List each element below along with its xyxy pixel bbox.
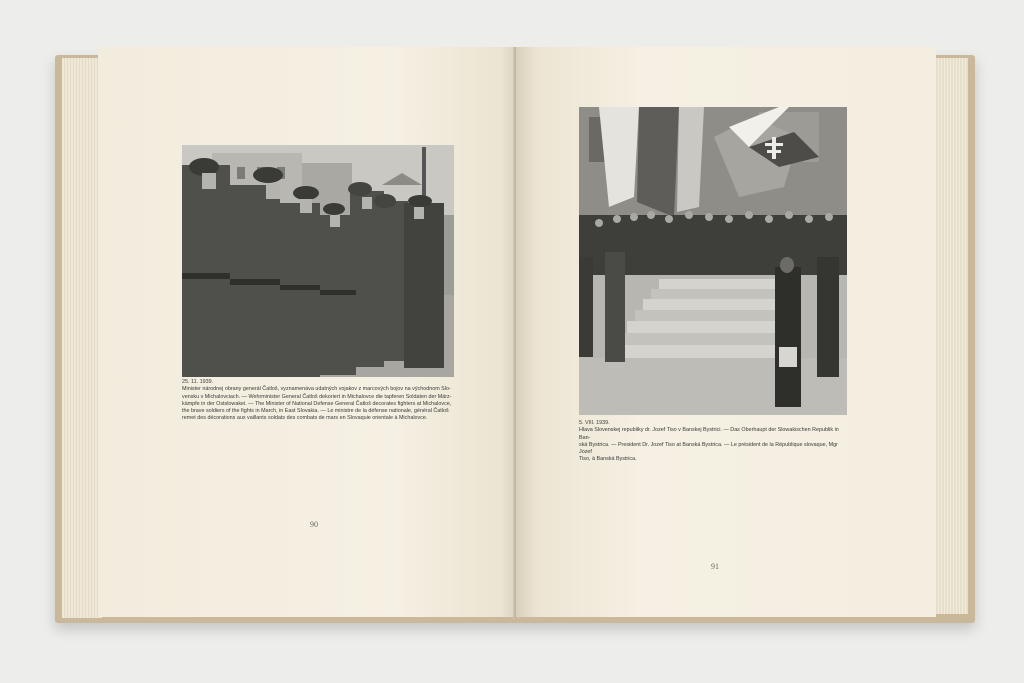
- page-number: 91: [711, 562, 719, 571]
- caption-line: ská Bystrica. — President Dr. Jozef Tiso at Banská Bystrica. — Le président de la République slovaque, Mgr Jozef: [579, 441, 838, 456]
- caption-line: vensku v Michalovciach. — Wehrminister General Čatloš dekoriert in Michalovce die tapferen Soldaten der März-: [182, 393, 452, 400]
- caption-line: Minister národnej obrany generál Čatloš, vyznamenáva udatných vojakov z marcových bojov na východnom Slo-: [182, 386, 451, 393]
- ceremony-photo: [579, 107, 847, 415]
- right-photo-caption: [579, 420, 851, 464]
- caption-date: 5. VIII. 1939.: [579, 420, 610, 426]
- caption-date: 25. 11. 1939.: [182, 379, 214, 385]
- right-page: [516, 47, 936, 617]
- caption-line: kämpfe in der Ostslowakei. — The Minister of National Defense General Čatloš decorates fighters at Michalovce,: [182, 400, 452, 407]
- page-edges-left: [62, 58, 102, 618]
- soldiers-photo: [182, 145, 454, 377]
- left-page: [98, 47, 518, 617]
- caption-line: Hlava Slovenskej republiky dr. Jozef Tiso v Banskej Bystrici. — Das Oberhaupt der Slowakischen Republik in Ban-: [579, 427, 839, 441]
- caption-line: Tiso, à Banská Bystrica.: [579, 456, 637, 463]
- left-photo-caption: [182, 379, 454, 423]
- page-number: 90: [310, 520, 318, 529]
- caption-line: remet des décorations aux vaillants soldats des combats de mars en Slovaquie orientale à Michalovce.: [182, 415, 428, 422]
- caption-line: the brave soldiers of the fights in March, in East Slovakia. — Le ministre de la défense nationale, général Čatloš: [182, 408, 449, 415]
